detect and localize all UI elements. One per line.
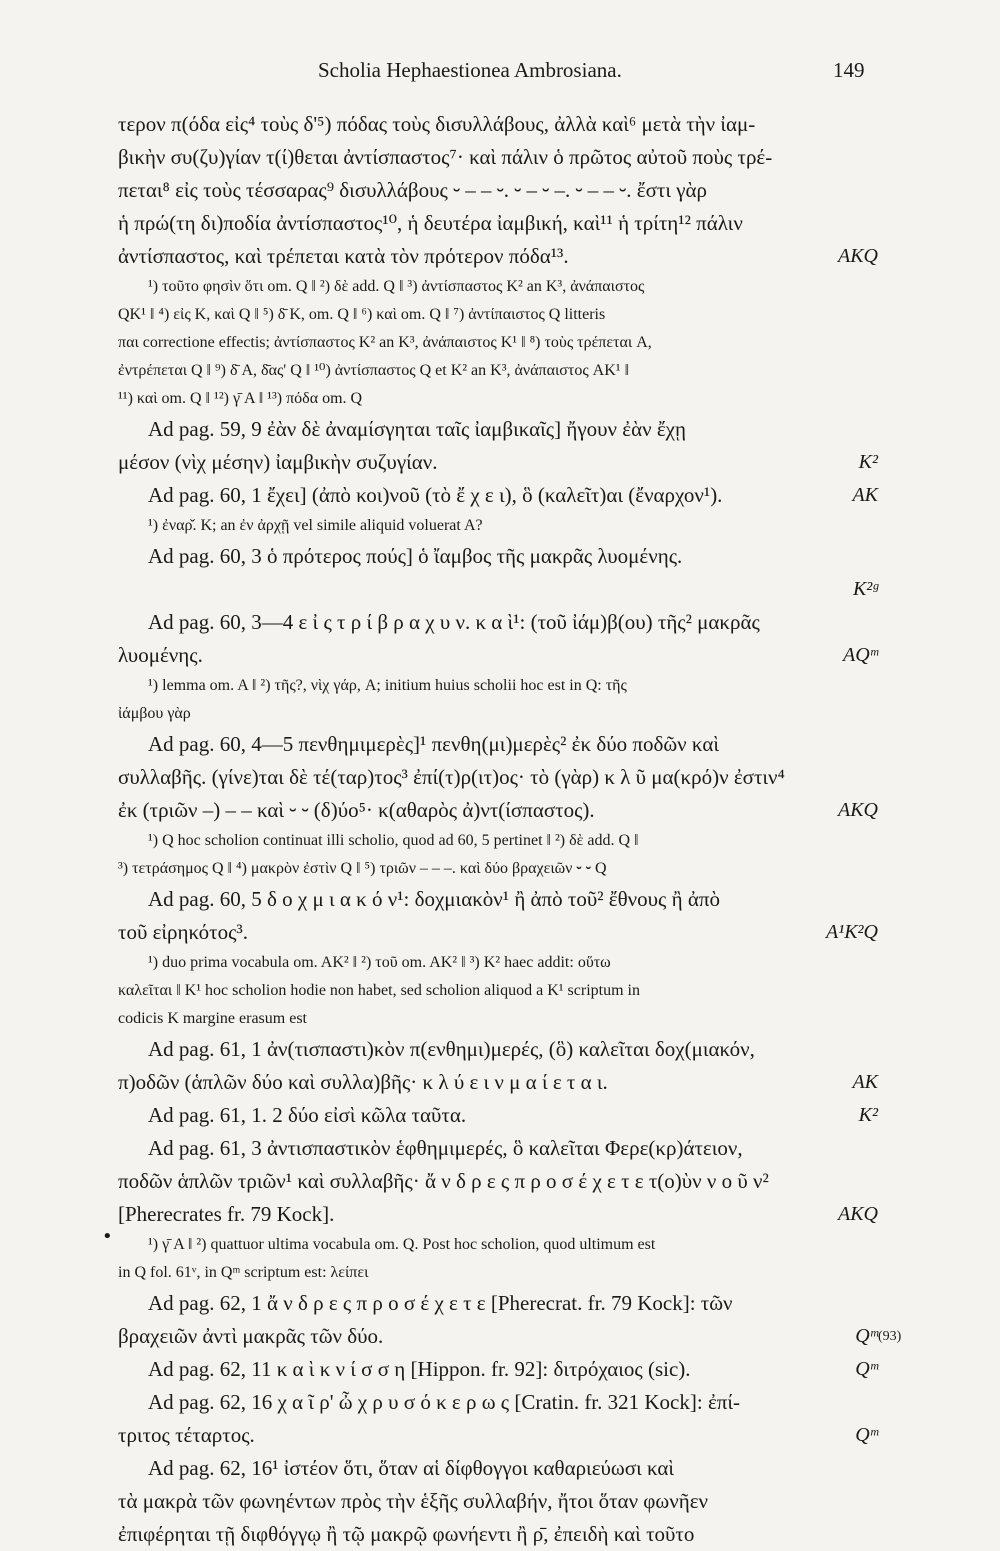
line-text: ἀντίσπαστος, καὶ τρέπεται κατὰ τὸν πρότερον πόδα¹³. [118, 244, 569, 268]
line-text: ἰάμβου γὰρ [118, 705, 191, 722]
text-line [118, 1165, 878, 1198]
text-line [118, 207, 878, 240]
text-line [118, 1419, 878, 1452]
line-text: in Q fol. 61ᵛ, in Qᵐ scriptum est: λείπει [118, 1264, 369, 1281]
text-line [118, 1132, 878, 1165]
line-text: π)οδῶν (ἁπλῶν δύο καὶ συλλα)βῆς· κ λ ύ ε ι ν μ α ί ε τ α ι. [118, 1070, 608, 1094]
margin-bullet: • [102, 1226, 113, 1247]
footnote-line [118, 1259, 878, 1287]
manuscript-siglum: AKQ [838, 799, 878, 821]
running-title: Scholia Hephaestionea Ambrosiana. [318, 58, 622, 82]
margin-note: (93) [878, 1329, 902, 1344]
text-line [118, 1099, 878, 1132]
line-text: ¹) ἐναρ̌. K; an ἐν ἀρχῇ vel simile aliquid voluerat A? [148, 517, 483, 534]
line-text: codicis K margine erasum est [118, 1010, 307, 1027]
line-text: QK¹ ‖ ⁴) εἰς K, καὶ Q ‖ ⁵) δ̄ K, om. Q ‖ ⁶) καὶ om. Q ‖ ⁷) ἀντίπαιστος Q litteris [118, 306, 606, 323]
line-text: ¹) Q hoc scholion continuat illi scholio, quod ad 60, 5 pertinet ‖ ²) δὲ add. Q ‖ [148, 832, 639, 849]
footnote-line [118, 700, 878, 728]
text-line [118, 240, 878, 273]
body-text [118, 108, 878, 1551]
text-line [118, 540, 878, 573]
text-line [118, 916, 878, 949]
text-line [118, 1198, 878, 1231]
footnote-line [118, 1005, 878, 1033]
line-text: Ad pag. 60, 1 ἔχει] (ἀπὸ κοι)νοῦ (τὸ ἔ χ ε ι), ὃ (καλεῖτ)αι (ἔναρχον¹). [148, 483, 723, 507]
manuscript-siglum: AKQ [838, 245, 878, 267]
manuscript-siglum: K² [858, 1104, 878, 1126]
text-line [118, 728, 878, 761]
line-text: Ad pag. 62, 16¹ ἰστέον ὅτι, ὅταν αἱ δίφθογγοι καθαριεύωσι καὶ [148, 1456, 675, 1480]
text-line [118, 606, 878, 639]
line-text: τοῦ εἰρηκότος³. [118, 920, 248, 944]
text-line [118, 1033, 878, 1066]
line-text: βικὴν συ(ζυ)γίαν τ(ί)θεται ἀντίσπαστος⁷· καὶ πάλιν ὁ πρῶτος αὐτοῦ ποὺς τρέ- [118, 145, 773, 169]
page-number: 149 [833, 58, 865, 82]
line-text: ¹) lemma om. A ‖ ²) τῆς?, νὶχ γάρ, A; initium huius scholii hoc est in Q: τῆς [148, 677, 627, 694]
footnote-line [118, 301, 878, 329]
line-text: τερον π(όδα εἰς⁴ τοὺς δ'⁵) πόδας τοὺς δισυλλάβους, ἀλλὰ καὶ⁶ μετὰ τὴν ἰαμ- [118, 112, 756, 136]
text-line [118, 1066, 878, 1099]
footnote-line [118, 672, 878, 700]
footnote-line [118, 385, 878, 413]
line-text: ¹) duo prima vocabula om. AK² ‖ ²) τοῦ om. AK² ‖ ³) K² haec addit: οὕτω [148, 954, 611, 971]
line-text: βραχειῶν ἀντὶ μακρᾶς τῶν δύο. [118, 1324, 384, 1348]
manuscript-siglum: A¹K²Q [826, 921, 878, 943]
line-text: Ad pag. 61, 1. 2 δύο εἰσὶ κῶλα ταῦτα. [148, 1103, 467, 1127]
text-line [118, 573, 878, 606]
text-line [118, 479, 878, 512]
footnote-line [118, 827, 878, 855]
line-text: ἐκ (τριῶν –) – – καὶ ⏑ ⏑ (δ)ύο⁵· κ(αθαρὸς ἀ)ντ(ίσπαστος). [118, 798, 595, 822]
text-line [118, 1386, 878, 1419]
footnote-line [118, 273, 878, 301]
manuscript-siglum: AQᵐ [843, 644, 878, 666]
manuscript-siglum: Qᵐ [855, 1325, 878, 1347]
line-text: Ad pag. 61, 1 ἀν(τισπαστι)κὸν π(ενθημι)μερές, (ὃ) καλεῖται δοχ(μιακόν, [148, 1037, 755, 1061]
line-text: τὰ μακρὰ τῶν φωνηέντων πρὸς τὴν ἑξῆς συλλαβήν, ἤτοι ὅταν φωνῆεν [118, 1489, 709, 1513]
line-text: Ad pag. 62, 1 ἄ ν δ ρ ε ς π ρ ο σ έ χ ε τ ε [Pherecrat. fr. 79 Kock]: τῶν [148, 1291, 733, 1315]
line-text: καλεῖται ‖ K¹ hoc scholion hodie non habet, sed scholion aliquod a K¹ scriptum in [118, 982, 640, 999]
line-text: συλλαβῆς. (γίνε)ται δὲ τέ(ταρ)τος³ ἐπί(τ)ρ(ιτ)ος· τὸ (γὰρ) κ λ ῦ μα(κρό)ν ἐστιν⁴ [118, 765, 785, 789]
line-text: ποδῶν ἁπλῶν τριῶν¹ καὶ συλλαβῆς· ἄ ν δ ρ ε ς π ρ ο σ έ χ ε τ ε τ(ο)ὺν ν ο ῦ ν² [118, 1169, 769, 1193]
line-text: Ad pag. 60, 3 ὁ πρότερος πούς] ὁ ἴαμβος τῆς μακρᾶς λυομένης. [148, 544, 683, 568]
text-line [118, 1452, 878, 1485]
line-text: Ad pag. 62, 11 κ α ὶ κ ν ί σ σ η [Hippon. fr. 92]: διτρόχαιος (sic). [148, 1357, 691, 1381]
line-text: λυομένης. [118, 643, 203, 667]
text-line [118, 108, 878, 141]
line-text: Ad pag. 60, 5 δ ο χ μ ι α κ ό ν¹: δοχμιακὸν¹ ἢ ἀπὸ τοῦ² ἔθνους ἢ ἀπὸ [148, 887, 720, 911]
text-line [118, 141, 878, 174]
line-text: ¹) τοῦτο φησὶν ὅτι om. Q ‖ ²) δὲ add. Q ‖ ³) ἀντίσπαστος K² an K³, ἀνάπαιστος [148, 278, 645, 295]
line-text: Ad pag. 60, 4—5 πενθημιμερὲς]¹ πενθη(μι)μερὲς² ἐκ δύο ποδῶν καὶ [148, 732, 719, 756]
text-line [118, 1287, 878, 1320]
line-text: ¹¹) καὶ om. Q ‖ ¹²) γ̄ A ‖ ¹³) πόδα om. Q [118, 390, 363, 407]
footnote-line [118, 949, 878, 977]
line-text: ἡ πρώ(τη δι)ποδία ἀντίσπαστος¹⁰, ἡ δευτέρα ἰαμβική, καὶ¹¹ ἡ τρίτη¹² πάλιν [118, 211, 743, 235]
line-text: Ad pag. 60, 3—4 ε ἰ ς τ ρ ί β ρ α χ υ ν. κ α ὶ¹: (τοῦ ἰάμ)β(ου) τῆς² μακρᾶς [148, 610, 760, 634]
footnote-line [118, 855, 878, 883]
text-line [118, 446, 878, 479]
line-text: Ad pag. 62, 16 χ α ῖ ρ' ὦ χ ρ υ σ ό κ ε ρ ω ς [Cratin. fr. 321 Kock]: ἐπί- [148, 1390, 741, 1414]
line-text: ³) τετράσημος Q ‖ ⁴) μακρὸν ἐστὶν Q ‖ ⁵) τριῶν – – –. καὶ δύο βραχειῶν ⏑ ⏑ Q [118, 860, 607, 877]
manuscript-siglum: Qᵐ [855, 1424, 878, 1446]
line-text: πεται⁸ εἰς τοὺς τέσσαρας⁹ δισυλλάβους ⏑ – – ⏑. ⏑ – ⏑ –. ⏑ – – ⏑. ἔστι γὰρ [118, 178, 708, 202]
running-head [0, 58, 1000, 88]
line-text: ἐντρέπεται Q ‖ ⁹) δ̄ A, δ̄ας' Q ‖ ¹⁰) ἀντίσπαστος Q et K² an K³, ἀνάπαιστος AK¹ ‖ [118, 362, 630, 379]
footnote-line [118, 977, 878, 1005]
text-line [118, 1518, 878, 1551]
line-text: ἐπιφέρηται τῇ διφθόγγῳ ἢ τῷ μακρῷ φωνήεντι ἢ ρ̄, ἐπειδὴ καὶ τοῦτο [118, 1522, 695, 1546]
footnote-line [118, 512, 878, 540]
footnote-line [118, 329, 878, 357]
text-line [118, 413, 878, 446]
text-line [118, 883, 878, 916]
manuscript-siglum: AK [852, 1071, 878, 1093]
text-line [118, 1353, 878, 1386]
footnote-line [118, 1231, 878, 1259]
line-text: παι correctione effectis; ἀντίσπαστος K² an K³, ἀνάπαιστος K¹ ‖ ⁸) τοὺς τρέπεται A, [118, 334, 652, 351]
text-line [118, 174, 878, 207]
text-line [118, 761, 878, 794]
line-text: τριτος τέταρτος. [118, 1423, 255, 1447]
text-line [118, 794, 878, 827]
footnote-line [118, 357, 878, 385]
line-text: Ad pag. 59, 9 ἐὰν δὲ ἀναμίσγηται ταῖς ἰαμβικαῖς] ἤγουν ἐὰν ἔχῃ [148, 417, 686, 441]
manuscript-siglum: K² [858, 451, 878, 473]
manuscript-siglum: Qᵐ [855, 1358, 878, 1380]
manuscript-siglum: AKQ [838, 1203, 878, 1225]
line-text: Ad pag. 61, 3 ἀντισπαστικὸν ἑφθημιμερές, ὃ καλεῖται Φερε(κρ)άτειον, [148, 1136, 743, 1160]
manuscript-siglum: K²ᵍ [852, 578, 878, 600]
text-line [118, 639, 878, 672]
text-line [118, 1320, 878, 1353]
line-text: ¹) γ̄ A ‖ ²) quattuor ultima vocabula om. Q. Post hoc scholion, quod ultimum est [148, 1236, 656, 1253]
line-text: [Pherecrates fr. 79 Kock]. [118, 1202, 335, 1226]
manuscript-siglum: AK [852, 484, 878, 506]
line-text: μέσον (νὶχ μέσην) ἰαμβικὴν συζυγίαν. [118, 450, 438, 474]
